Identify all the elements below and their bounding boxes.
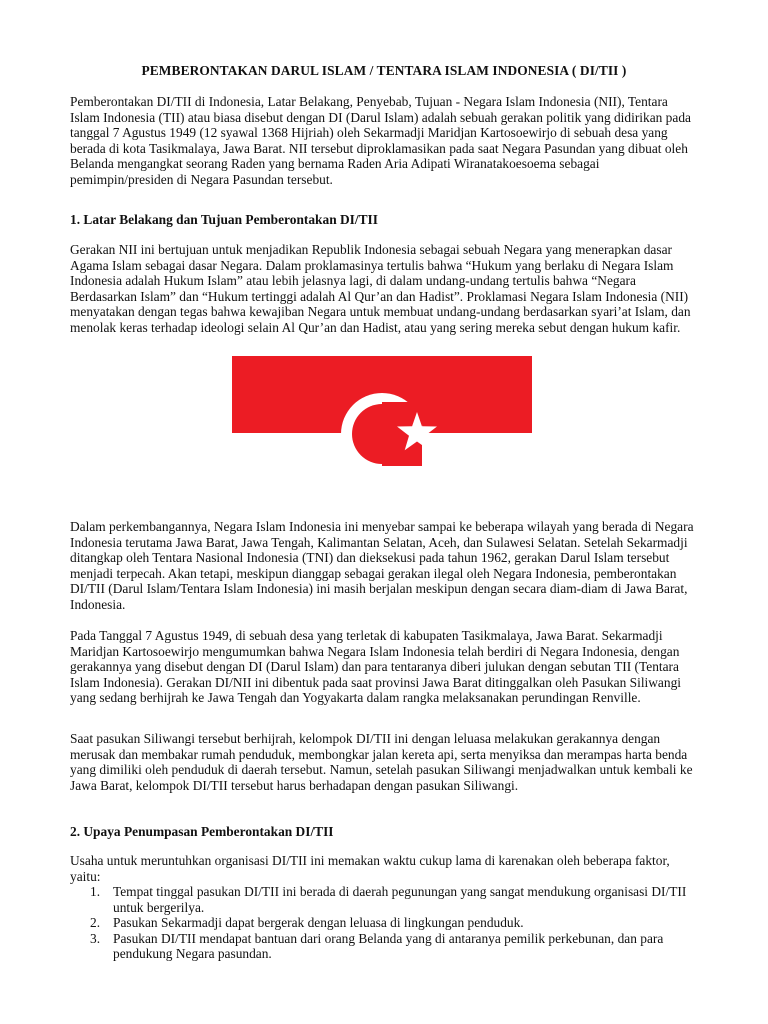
section-1-paragraph-3: Pada Tanggal 7 Agustus 1949, di sebuah desa yang terletak di kabupaten Tasikmalaya, Jawa Barat. Sekarmadji Maridjan Kartosoewirjo mengumumkan bahwa Negara Islam Indonesia telah berdiri di Negara Indonesia, dengan gerakannya yang disebut dengan DI (Darul Islam) dan para tentaranya diberi julukan dengan sebutan TII (Tentara Islam Indonesia). Gerakan DI/NII ini dibentuk pada saat provinsi Jawa Barat ditinggalkan oleh Pasukan Siliwangi yang sedang berhijrah ke Jawa Tengah dan Yogyakarta dalam rangka melaksanakan perundingan Renville. [70,628,681,706]
section-1-heading: 1. Latar Belakang dan Tujuan Pemberontakan DI/TII [70,212,378,227]
list-item [70,931,700,962]
section-1-paragraph-1: Gerakan NII ini bertujuan untuk menjadikan Republik Indonesia sebagai sebuah Negara yang menerapkan dasar Agama Islam sebagai dasar Negara. Dalam proklamasinya tertulis bahwa “Hukum yang berlaku di Negara Islam Indonesia adalah Hukum Islam” atau lebih jelasnya lagi, di dalam undang-undang tertulis bahwa “Negara Berdasarkan Islam” dan “Hukum tertinggi adalah Al Qur’an dan Hadist”. Proklamasi Negara Islam Indonesia (NII) menyatakan dengan tegas bahwa kewajiban Negara untuk membuat undang-undang berdasarkan syari’at Islam, dan menolak keras terhadap ideologi selain Al Qur’an dan Hadist, atau yang sering mereka sebut dengan hukum kafir. [70,242,691,335]
section-2-heading: 2. Upaya Penumpasan Pemberontakan DI/TII [70,824,334,839]
document-title: PEMBERONTAKAN DARUL ISLAM / TENTARA ISLAM INDONESIA ( DI/TII ) [141,63,627,78]
section-2-paragraph-1: Usaha untuk meruntuhkan organisasi DI/TII ini memakan waktu cukup lama di karenakan oleh beberapa faktor, yaitu: [70,853,670,884]
section-1-paragraph-4: Saat pasukan Siliwangi tersebut berhijrah, kelompok DI/TII ini dengan leluasa melakukan gerakannya dengan merusak dan membakar rumah penduduk, membongkar jalan kereta api, serta menyiksa dan merampas harta benda yang dimiliki oleh penduduk di daerah tersebut. Namun, setelah pasukan Siliwangi menjadwalkan untuk kembali ke Jawa Barat, kelompok DI/TII tersebut harus berhadapan dengan pasukan Siliwangi. [70,731,693,793]
list-item [70,884,700,915]
list-item-text: Tempat tinggal pasukan DI/TII ini berada di daerah pegunungan yang sangat mendukung organisasi DI/TII untuk bergerilya. [113,884,687,915]
list-item [70,915,700,931]
intro-paragraph: Pemberontakan DI/TII di Indonesia, Latar Belakang, Penyebab, Tujuan - Negara Islam Indonesia (NII), Tentara Islam Indonesia (TII) atau biasa disebut dengan DI (Darul Islam) adalah sebuah gerakan politik yang didirikan pada tanggal 7 Agustus 1949 (12 syawal 1368 Hijriah) oleh Sekarmadji Maridjan Kartosoewirjo di sebuah desa yang berada di kota Tasikmalaya, Jawa Barat. NII tersebut diproklamasikan pada saat Negara Pasundan yang dibuat oleh Belanda mengangkat seorang Raden yang bernama Raden Aria Adipati Wiranatakoesoema sebagai pemimpin/presiden di Negara Pasundan tersebut. [70,94,691,187]
list-item-text: Pasukan DI/TII mendapat bantuan dari orang Belanda yang di antaranya pemilik perkebunan, dan para pendukung Negara pasundan. [113,930,664,962]
factors-list [70,884,700,962]
list-item-number: 1. [90,884,101,899]
list-item-text: Pasukan Sekarmadji dapat bergerak dengan leluasa di lingkungan penduduk. [113,915,524,931]
flag-image [232,356,532,510]
list-item-number: 2. [90,915,101,931]
list-item-number: 3. [90,930,101,946]
section-1-paragraph-2: Dalam perkembangannya, Negara Islam Indonesia ini menyebar sampai ke beberapa wilayah yang berada di Negara Indonesia terutama Jawa Barat, Jawa Tengah, Kalimantan Selatan, Aceh, dan Sulawesi Selatan. Setelah Sekarmadji ditangkap oleh Tentara Nasional Indonesia (TNI) dan dieksekusi pada tahun 1962, gerakan Darul Islam tersebut menjadi terpecah. Akan tetapi, meskipun dianggap sebagai gerakan ilegal oleh Negara Indonesia, pemberontakan DI/TII (Darul Islam/Tentara Islam Indonesia) ini masih berjalan meskipun dengan secara diam-diam di Jawa Barat, Indonesia. [70,519,694,612]
